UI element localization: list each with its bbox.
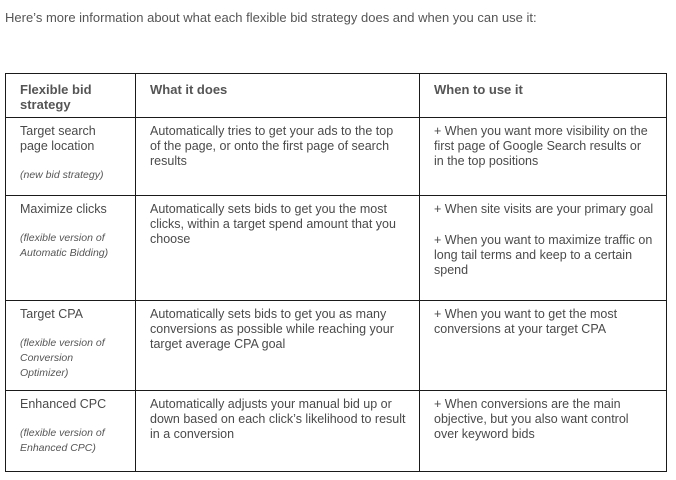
strategy-note: (flexible version of Conversion Optimizer): [20, 337, 105, 379]
what-cell: Automatically adjusts your manual bid up or down based on each click’s likelihood to result in a conversion: [136, 391, 420, 472]
strategy-note: (new bid strategy): [20, 169, 104, 181]
strategy-cell: [6, 301, 136, 391]
when-cell: [420, 118, 667, 196]
what-cell: Automatically tries to get your ads to the top of the page, or onto the first page of search results: [136, 118, 420, 196]
table-row: [6, 118, 667, 196]
header-when-to-use: When to use it: [420, 74, 667, 118]
strategy-cell: [6, 391, 136, 472]
use-case: + When you want to get the most conversions at your target CPA: [434, 307, 618, 336]
what-cell: Automatically sets bids to get you the most clicks, within a target spend amount that you choose: [136, 196, 420, 301]
strategy-note: (flexible version of Enhanced CPC): [20, 427, 105, 454]
header-strategy: Flexible bid strategy: [6, 74, 136, 118]
when-cell: [420, 196, 667, 301]
use-case: + When you want to maximize traffic on long tail terms and keep to a certain spend: [434, 233, 653, 277]
strategy-cell: [6, 196, 136, 301]
when-cell: [420, 301, 667, 391]
strategy-cell: [6, 118, 136, 196]
table-row: [6, 196, 667, 301]
table-row: [6, 391, 667, 472]
when-cell: [420, 391, 667, 472]
bid-strategy-table: [5, 73, 667, 472]
strategy-name: Maximize clicks: [20, 202, 107, 216]
intro-text: Here’s more information about what each flexible bid strategy does and when you can use it:: [5, 10, 537, 25]
strategy-note: (flexible version of Automatic Bidding): [20, 232, 109, 259]
what-cell: Automatically sets bids to get you as many conversions as possible while reaching your target average CPA goal: [136, 301, 420, 391]
strategy-name: Enhanced CPC: [20, 397, 107, 411]
use-case: + When you want more visibility on the first page of Google Search results or in the top positions: [434, 124, 648, 168]
strategy-name: Target CPA: [20, 307, 83, 321]
header-what-it-does: What it does: [136, 74, 420, 118]
table-header-row: [6, 74, 667, 118]
use-case: + When site visits are your primary goal: [434, 202, 654, 216]
use-case: + When conversions are the main objective, but you also want control over keyword bids: [434, 397, 629, 441]
strategy-name: Target search page location: [20, 124, 96, 153]
table-row: [6, 301, 667, 391]
